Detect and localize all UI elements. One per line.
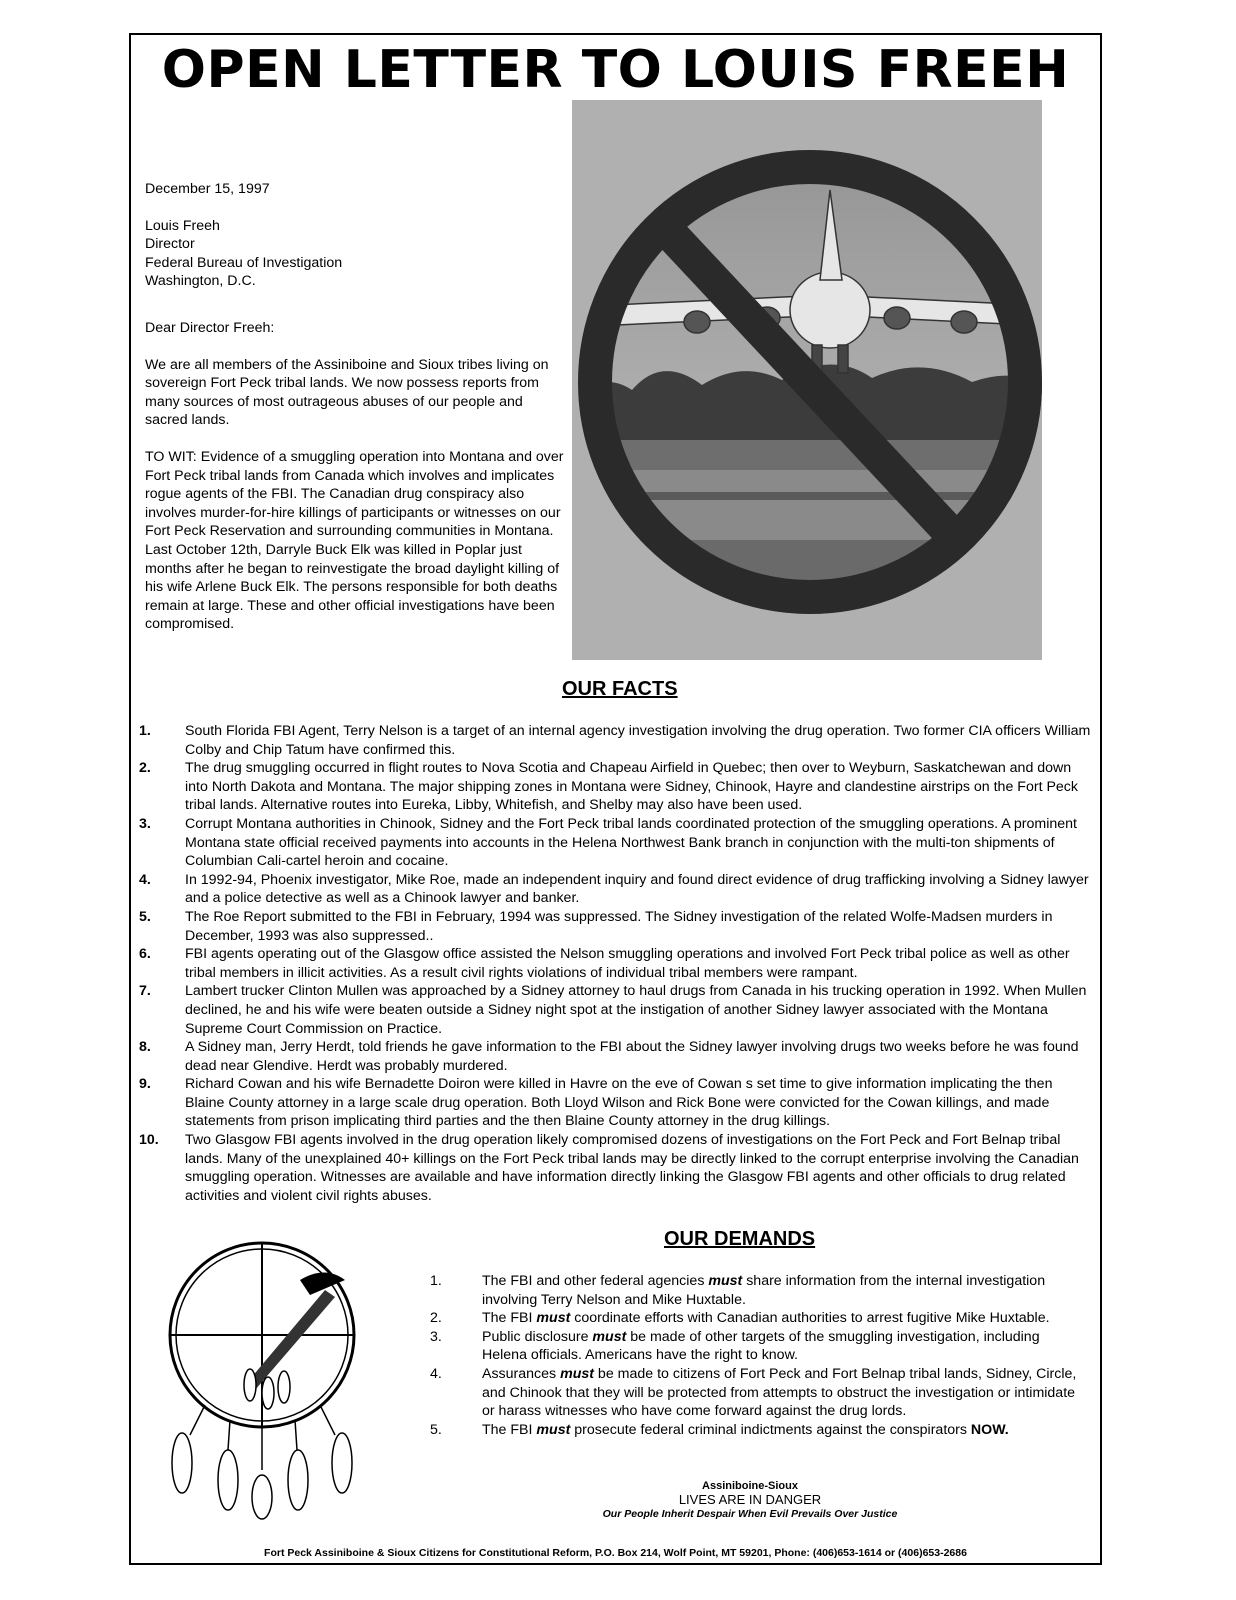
item-text: FBI agents operating out of the Glasgow office assisted the Nelson smuggling operations and involved Fort Peck tribal police as well as other tribal members in illicit activities. As a result civil rights violations of individual tribal members were rampant. xyxy=(185,946,1070,981)
list-item xyxy=(139,945,1094,982)
item-text: be made of other targets of the smuggling investigation, including Helena officials. Americans have the right to know. xyxy=(482,1328,1040,1364)
item-text: be made to citizens of Fort Peck and Fort Belnap tribal lands, Sidney, Circle, and Chinook that they will be protected from attempts to obstruct the investigation or intimidate or harass witnesses who have come forward against the drug lords. xyxy=(482,1365,1077,1420)
item-number: 8. xyxy=(139,1039,151,1056)
signature-motto: Our People Inherit Despair When Evil Prevails Over Justice xyxy=(602,1508,898,1520)
list-item xyxy=(430,1309,1085,1328)
list-item xyxy=(430,1365,1085,1421)
emphasis-word: NOW. xyxy=(970,1421,1009,1438)
list-item xyxy=(430,1421,1085,1440)
item-text: prosecute federal criminal indictments against the conspirators xyxy=(570,1421,971,1438)
item-text: A Sidney man, Jerry Herdt, told friends he gave information to the FBI about the Sidney lawyer involving drugs two weeks before he was found dead near Glendive. Herdt was probably murdered. xyxy=(185,1039,1079,1074)
list-item xyxy=(430,1272,1085,1309)
item-number: 3. xyxy=(430,1328,442,1345)
item-text: The Roe Report submitted to the FBI in February, 1994 was suppressed. The Sidney investigation of the related Wolfe-Madsen murders in December, 1993 was also suppressed.. xyxy=(185,908,1053,944)
letter-paragraph: TO WIT: Evidence of a smuggling operation into Montana and over Fort Peck tribal lands from Canada which involves and implicates rogue agents of the FBI. The Canadian drug conspiracy also involves murder-for-hire killings of participants or witnesses on our Fort Peck Reservation and surrounding communities in Montana. Last October 12th, Darryle Buck Elk was killed in Poplar just months after he began to reinvestigate the broad daylight killing of his wife Arlene Buck Elk. The persons responsible for both deaths remain at large. These and other official investigations have been compromised. xyxy=(145,448,564,633)
letter-date: December 15, 1997 xyxy=(145,181,270,197)
emphasis-word: must xyxy=(708,1273,743,1289)
list-item xyxy=(139,1038,1094,1075)
item-number: 7. xyxy=(139,983,151,1000)
item-text: In 1992-94, Phoenix investigator, Mike Roe, made an independent inquiry and found direct evidence of drug trafficking involving a Sidney lawyer and a police detective as well as a Chinook lawyer and banker. xyxy=(185,871,1089,907)
list-item xyxy=(139,815,1094,871)
item-text: The FBI xyxy=(482,1421,537,1438)
item-text: The FBI xyxy=(482,1310,537,1327)
emphasis-word: must xyxy=(536,1310,571,1327)
item-text: The FBI and other federal agencies xyxy=(482,1273,709,1289)
item-number: 2. xyxy=(430,1310,442,1327)
item-number: 1. xyxy=(139,723,151,739)
item-text: Public disclosure xyxy=(482,1328,593,1345)
signature-block xyxy=(560,1479,940,1521)
list-item xyxy=(139,722,1094,759)
item-number: 4. xyxy=(139,871,151,888)
facts-list xyxy=(139,722,1094,1205)
list-item xyxy=(139,759,1094,815)
item-number: 6. xyxy=(139,946,151,963)
demands-heading: OUR DEMANDS xyxy=(664,1228,816,1250)
letter-body xyxy=(145,180,565,634)
recipient-line: Federal Bureau of Investigation xyxy=(145,254,343,271)
list-item xyxy=(139,871,1094,908)
list-item xyxy=(139,982,1094,1038)
footer-contact: Fort Peck Assiniboine & Sioux Citizens for Constitutional Reform, P.O. Box 214, Wolf Point, MT 59201, Phone: (406)653-1614 or (406)653-2686 xyxy=(264,1547,967,1559)
item-number: 5. xyxy=(430,1421,442,1438)
letter-paragraph: We are all members of the Assiniboine and Sioux tribes living on sovereign Fort Peck tribal lands. We now possess reports from many sources of most outrageous abuses of our people and sacred lands. xyxy=(145,356,549,429)
emphasis-word: must xyxy=(592,1328,627,1345)
emphasis-word: must xyxy=(560,1365,594,1382)
list-item xyxy=(139,1131,1094,1205)
item-text: coordinate efforts with Canadian authorities to arrest fugitive Mike Huxtable. xyxy=(570,1310,1050,1327)
salutation: Dear Director Freeh: xyxy=(145,319,275,336)
recipient-line: Washington, D.C. xyxy=(145,273,256,290)
list-item xyxy=(430,1328,1085,1365)
headline: OPEN LETTER TO LOUIS FREEH xyxy=(161,40,1070,100)
list-item xyxy=(139,908,1094,945)
item-number: 5. xyxy=(139,908,151,925)
item-text: South Florida FBI Agent, Terry Nelson is a target of an internal agency investigation involving the drug operation. Two former CIA officers William Colby and Chip Tatum have confirmed this. xyxy=(185,723,1091,758)
item-number: 9. xyxy=(139,1076,151,1093)
signature-line: Assiniboine-Sioux xyxy=(702,1480,798,1492)
no-airplane-icon xyxy=(572,100,1042,660)
item-text: share information from the internal investigation involving Terry Nelson and Mike Huxtable. xyxy=(482,1273,1046,1308)
dreamcatcher-icon xyxy=(150,1235,380,1520)
recipient-line: Louis Freeh xyxy=(145,217,220,234)
item-text: Lambert trucker Clinton Mullen was approached by a Sidney attorney to haul drugs from Canada in his trucking operation in 1992. When Mullen declined, he and his wife were beaten outside a Sidney night spot at the instigation of another Sidney lawyer associated with the Montana Supreme Court Commission on Practice. xyxy=(185,983,1087,1037)
recipient-line: Director xyxy=(145,236,195,253)
emphasis-word: must xyxy=(536,1421,571,1438)
item-number: 1. xyxy=(430,1273,442,1289)
item-text: Two Glasgow FBI agents involved in the drug operation likely compromised dozens of investigations on the Fort Peck and Fort Belnap tribal lands. Many of the unexplained 40+ killings on the Fort Peck tribal lands may be directly linked to the corrupt enterprise involving the Canadian smuggling operation. Witnesses are available and have information directly linking the Glasgow FBI agents and other officials to drug related activities and violent civil rights abuses. xyxy=(185,1132,1079,1204)
item-text: The drug smuggling occurred in flight routes to Nova Scotia and Chapeau Airfield in Quebec; then over to Weyburn, Saskatchewan and down into North Dakota and Montana. The major shipping zones in Montana were Sidney, Chinook, Hayre and clandestine airstrips on the Fort Peck tribal lands. Alternative routes into Eureka, Libby, Whitefish, and Shelby may also have been used. xyxy=(185,760,1078,814)
facts-heading: OUR FACTS xyxy=(562,678,678,700)
list-item xyxy=(139,1075,1094,1131)
item-number: 10. xyxy=(139,1132,159,1149)
demands-list xyxy=(430,1272,1085,1439)
item-number: 4. xyxy=(430,1365,442,1382)
item-text: Corrupt Montana authorities in Chinook, Sidney and the Fort Peck tribal lands coordinated protection of the smuggling operations. A prominent Montana state official received payments into accounts in the Helena Northwest Bank branch in conjunction with the multi-ton shipments of Columbian Cali-cartel heroin and cocaine. xyxy=(185,815,1077,870)
item-number: 2. xyxy=(139,760,151,777)
signature-line: LIVES ARE IN DANGER xyxy=(678,1492,822,1507)
item-text: Assurances xyxy=(482,1365,561,1382)
item-number: 3. xyxy=(139,815,151,832)
item-text: Richard Cowan and his wife Bernadette Doiron were killed in Havre on the eve of Cowan s set time to give information implicating the then Blaine County attorney in a large scale drug operation. Both Lloyd Wilson and Rick Bone were convicted for the Cowan killings, and made statements from prison implicating third parties and the then Blaine County attorney in the drug killings. xyxy=(185,1076,1053,1130)
